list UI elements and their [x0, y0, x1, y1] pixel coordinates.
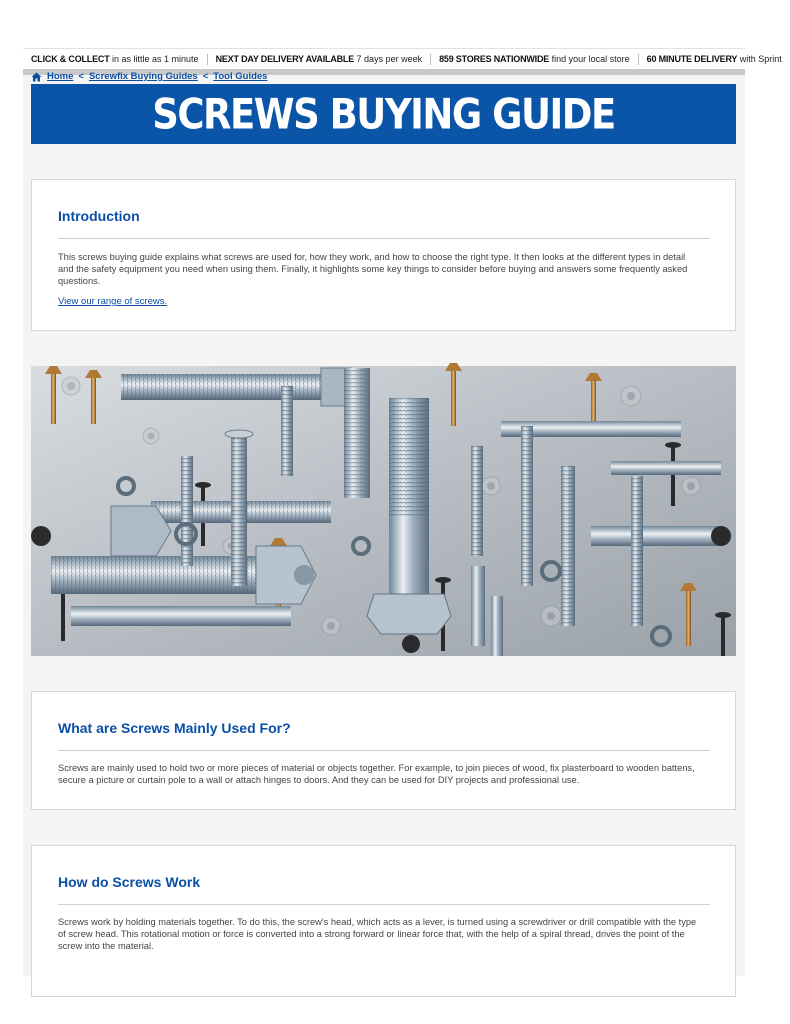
intro-heading: Introduction	[58, 208, 140, 224]
uses-heading: What are Screws Mainly Used For?	[58, 720, 291, 736]
screws-and-bolts-image	[31, 366, 736, 656]
breadcrumb	[31, 71, 267, 82]
how-work-card	[31, 845, 736, 997]
how-work-text: Screws work by holding materials together. To do this, the screw's head, which acts as a lever, is turned using a screwdriver or drill compatible with the type of screw head. This rotational motion or force is converted into a strong forward or linear force that, with the help of a spiral thread, drives the point of the screw into the material.	[58, 917, 697, 951]
usp-stores[interactable]: 859 STORES NATIONWIDE find your local store	[431, 54, 639, 65]
page-content	[23, 48, 782, 976]
breadcrumb-separator: <	[78, 71, 84, 82]
intro-card	[31, 179, 736, 331]
how-work-heading: How do Screws Work	[58, 874, 201, 890]
uses-text: Screws are mainly used to hold two or more pieces of material or objects together. For example, to join pieces of wood, fix plasterboard to wooden battens, secure a picture or curtain pole to a wall or attach hinges to doors. And they can be used for DIY projects and professional use.	[58, 763, 695, 785]
page-banner	[31, 84, 736, 144]
breadcrumb-buying-guides[interactable]: Screwfix Buying Guides	[88, 71, 198, 82]
home-icon[interactable]	[31, 72, 42, 82]
intro-text: This screws buying guide explains what screws are used for, how they work, and how to choose the right type. It then looks at the different types in detail and the safety equipment you need when using them. Finally, it highlights some key things to consider before buying and answers some frequently asked questions.	[58, 252, 688, 286]
breadcrumb-separator: <	[202, 71, 209, 82]
usp-click-collect[interactable]: CLICK & COLLECT in as little as 1 minute	[23, 54, 208, 65]
usp-sprint[interactable]: 60 MINUTE DELIVERY with Sprint	[646, 54, 782, 64]
uses-divider	[58, 750, 710, 751]
how-work-divider	[58, 904, 710, 905]
uses-card	[31, 691, 736, 810]
usp-bar	[23, 48, 782, 70]
view-screws-link[interactable]: View our range of screws.	[58, 296, 168, 307]
breadcrumb-home[interactable]: Home	[47, 71, 74, 82]
page-title: SCREWS BUYING GUIDE	[152, 89, 615, 139]
screws-image-art	[31, 366, 736, 656]
usp-next-day[interactable]: NEXT DAY DELIVERY AVAILABLE 7 days per week	[208, 54, 432, 65]
intro-divider	[58, 238, 710, 239]
breadcrumb-tool-guides[interactable]: Tool Guides	[213, 71, 268, 82]
